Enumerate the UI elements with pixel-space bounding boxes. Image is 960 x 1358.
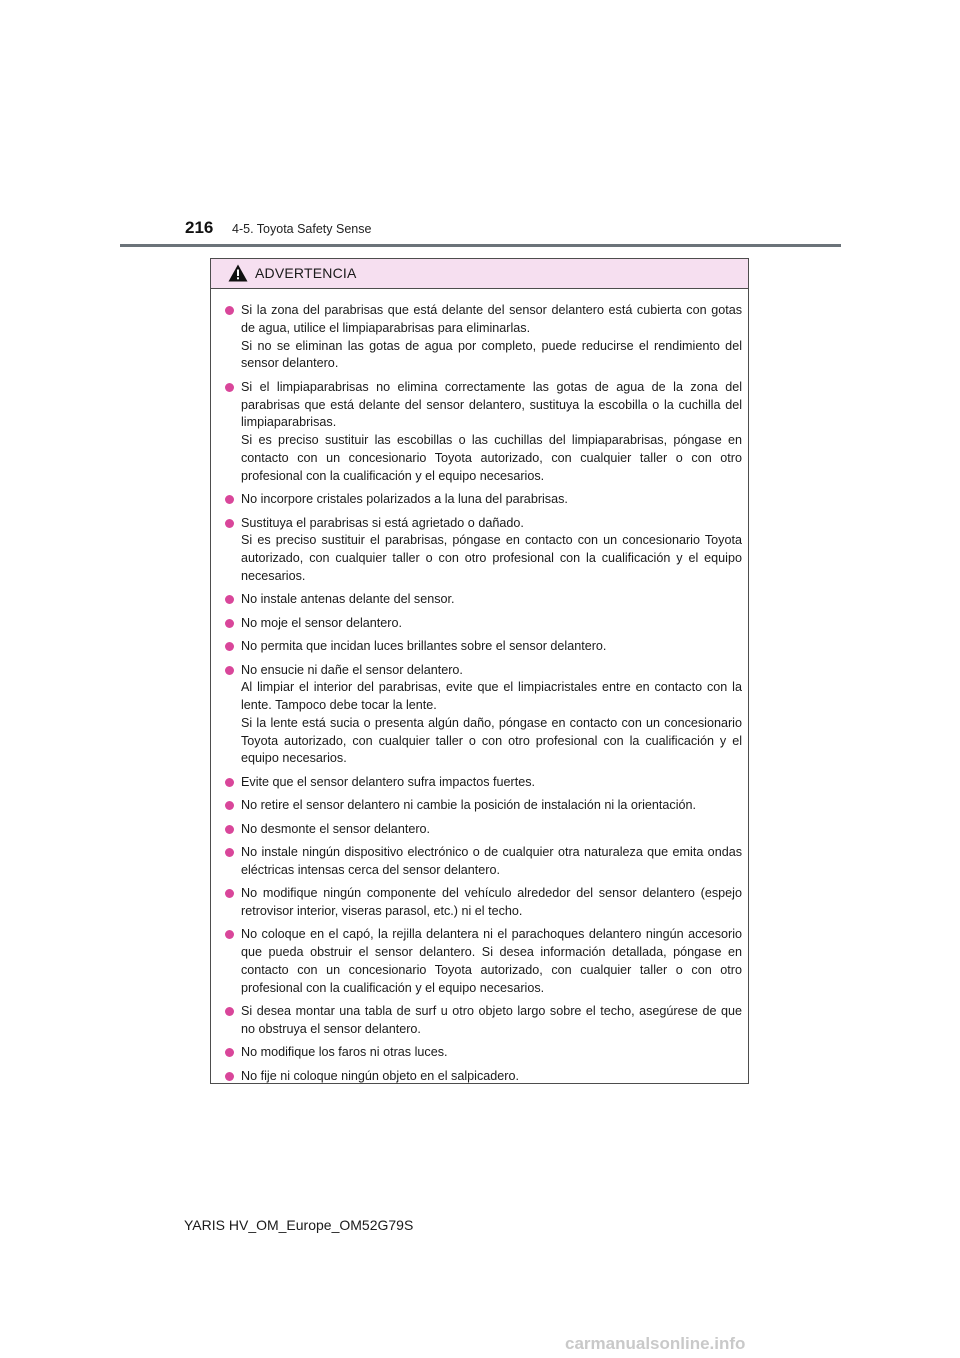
warning-item-text: No desmonte el sensor delantero.	[241, 821, 431, 836]
bullet-icon	[225, 848, 234, 857]
section-title: 4-5. Toyota Safety Sense	[232, 222, 372, 236]
bullet-icon	[225, 801, 234, 810]
bullet-icon	[225, 778, 234, 787]
header-divider	[120, 244, 841, 247]
bullet-icon	[225, 930, 234, 939]
bullet-icon	[225, 642, 234, 651]
warning-item-text: Si es preciso sustituir el parabrisas, póngase en contacto con un concesionario Toyota autorizado, con cualquier taller o con otro profesional con la cualificación y el equipo necesarios.	[241, 533, 742, 583]
bullet-icon	[225, 595, 234, 604]
warning-item	[224, 491, 742, 509]
warning-item-text: No incorpore cristales polarizados a la luna del parabrisas.	[241, 492, 568, 507]
warning-item	[224, 1068, 742, 1086]
warning-item-text: Si la zona del parabrisas que está delante del sensor delantero está cubierta con gotas de agua, utilice el limpiaparabrisas para eliminarlas.	[241, 303, 742, 335]
bullet-icon	[225, 306, 234, 315]
warning-item-text: No retire el sensor delantero ni cambie la posición de instalación ni la orientación.	[241, 798, 697, 813]
bullet-icon	[225, 1072, 234, 1081]
warning-item-text: Evite que el sensor delantero sufra impactos fuertes.	[241, 774, 536, 789]
warning-item	[224, 615, 742, 633]
bullet-icon	[225, 889, 234, 898]
warning-item-text: Si la lente está sucia o presenta algún daño, póngase en contacto con un concesionario Toyota autorizado, con cualquier taller o con otro profesional con la cualificación y el equipo necesarios.	[241, 715, 742, 766]
warning-item	[224, 591, 742, 609]
warning-header	[211, 259, 748, 289]
bullet-icon	[225, 1007, 234, 1016]
document-code: YARIS HV_OM_Europe_OM52G79S	[184, 1217, 414, 1233]
bullet-icon	[225, 666, 234, 675]
page-number: 216	[185, 218, 214, 237]
warning-item-text: Si el limpiaparabrisas no elimina correctamente las gotas de agua de la zona del parabrisas que está delante del sensor delantero, sustituya la escobilla o la cuchilla del limpiaparabrisas.	[241, 379, 742, 430]
warning-item	[224, 797, 742, 815]
warning-item-text: Si desea montar una tabla de surf u otro objeto largo sobre el techo, asegúrese de que no obstruya el sensor delantero.	[241, 1004, 742, 1036]
warning-item-text: No fije ni coloque ningún objeto en el salpicadero.	[241, 1068, 519, 1083]
warning-item	[224, 662, 742, 769]
warning-item	[224, 1044, 742, 1062]
warning-item-text: No instale antenas delante del sensor.	[241, 592, 455, 607]
warning-item-text: No permita que incidan luces brillantes sobre el sensor delantero.	[241, 639, 607, 654]
warning-item-text: No coloque en el capó, la rejilla delantera ni el parachoques delantero ningún accesorio que pueda obstruir el sensor delantero. Si desea información detallada, póngase en contacto con un concesionario Toyota autorizado, con cualquier taller o con otro profesional con la cualificación y el equipo necesarios.	[241, 927, 742, 995]
warning-item	[224, 926, 742, 997]
warning-title: ADVERTENCIA	[255, 265, 357, 281]
warning-item-text: No modifique ningún componente del vehículo alrededor del sensor delantero (espejo retrovisor interior, viseras parasol, etc.) ni el techo.	[241, 886, 742, 919]
warning-item-text: Si es preciso sustituir las escobillas o las cuchillas del limpiaparabrisas, póngase en contacto con un concesionario Toyota autorizado, con cualquier taller o con otro profesional con la cualificación y el equipo necesarios.	[241, 433, 742, 483]
warning-item	[224, 774, 742, 792]
warning-box	[210, 258, 749, 1084]
bullet-icon	[225, 619, 234, 628]
warning-item-text: No ensucie ni dañe el sensor delantero.	[241, 662, 463, 677]
warning-item-text: No instale ningún dispositivo electrónico o de cualquier otra naturaleza que emita ondas eléctricas intensas cerca del sensor delantero.	[241, 845, 742, 877]
warning-item-text: Al limpiar el interior del parabrisas, evite que el limpiacristales entre en contacto con la lente. Tampoco debe tocar la lente.	[241, 680, 742, 713]
bullet-icon	[225, 1048, 234, 1057]
bullet-icon	[225, 383, 234, 392]
warning-item-text: No modifique los faros ni otras luces.	[241, 1045, 448, 1060]
bullet-icon	[225, 495, 234, 504]
warning-item	[224, 515, 742, 586]
warning-item	[224, 1003, 742, 1039]
watermark: carmanualsonline.info	[565, 1334, 746, 1353]
warning-item	[224, 379, 742, 486]
warning-item	[224, 844, 742, 880]
warning-item	[224, 302, 742, 373]
warning-item-text: Si no se eliminan las gotas de agua por completo, puede reducirse el rendimiento del sensor delantero.	[241, 338, 742, 371]
warning-triangle-icon	[228, 264, 248, 282]
warning-item-text: No moje el sensor delantero.	[241, 615, 403, 630]
bullet-icon	[225, 825, 234, 834]
warning-item	[224, 638, 742, 656]
warning-list	[211, 289, 748, 1086]
bullet-icon	[225, 519, 234, 528]
warning-item	[224, 821, 742, 839]
warning-item-text: Sustituya el parabrisas si está agrietado o dañado.	[241, 515, 524, 530]
warning-item	[224, 885, 742, 921]
